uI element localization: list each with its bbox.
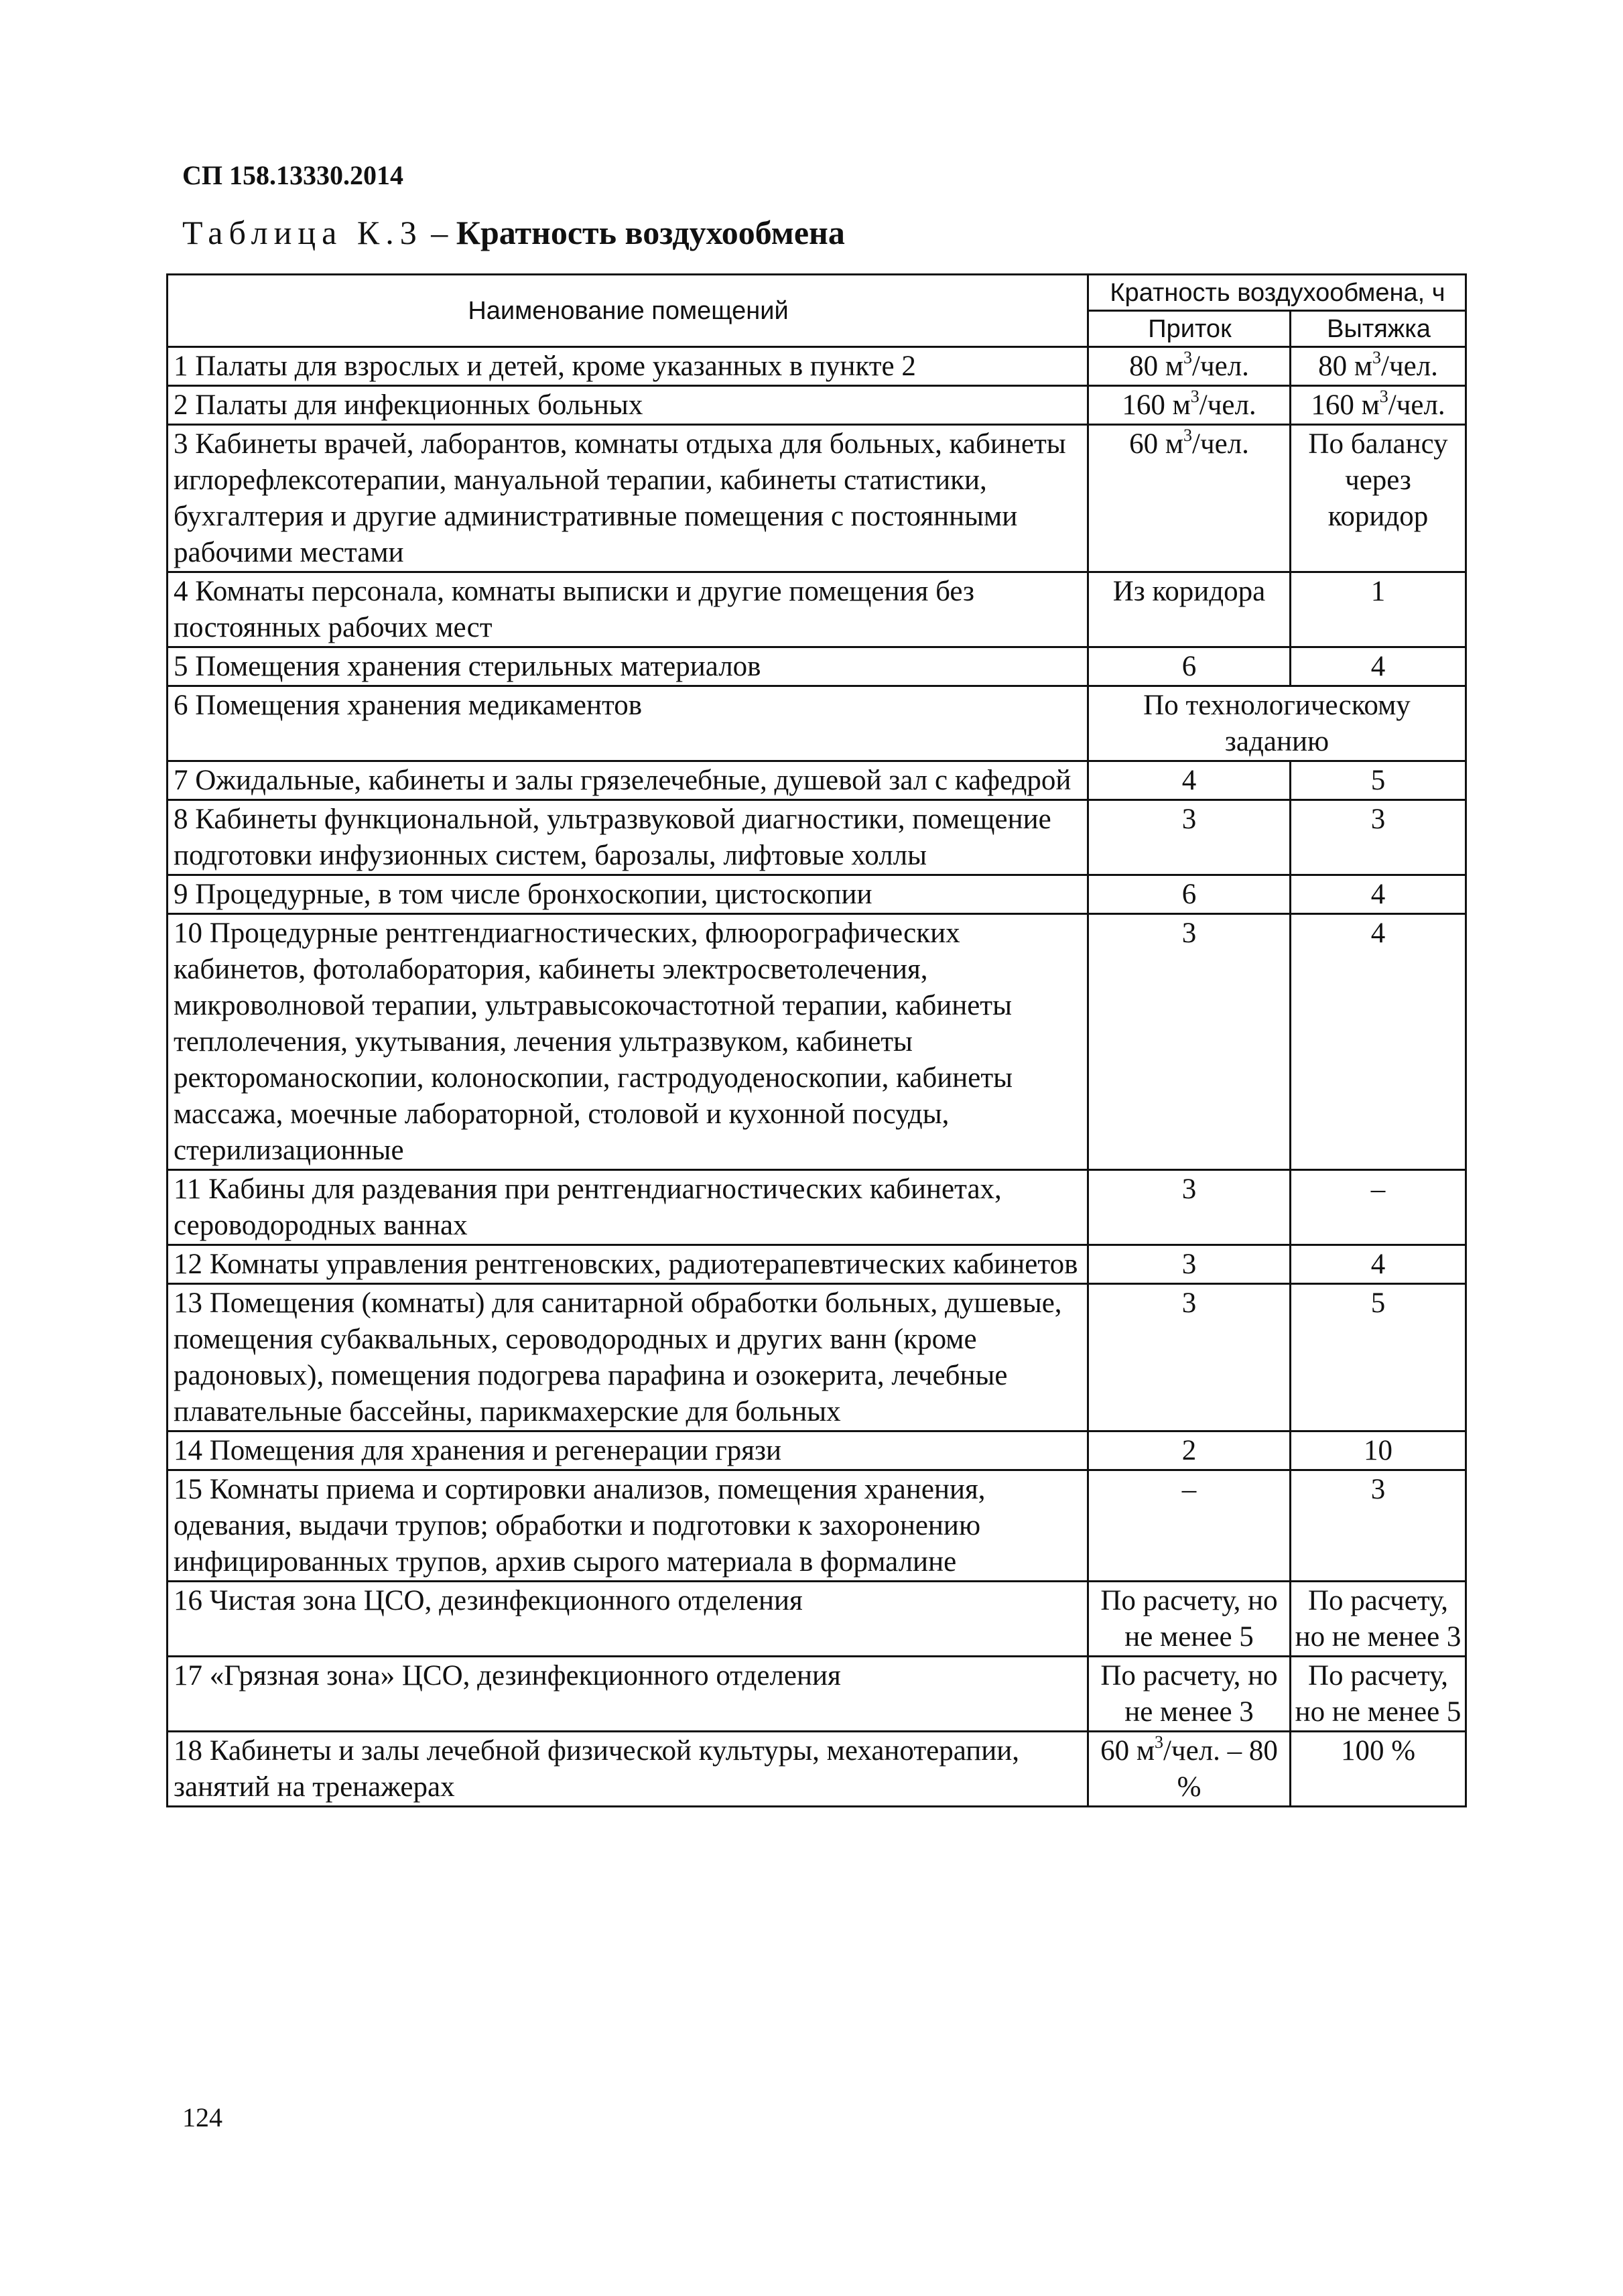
row-exhaust: По расчету, но не менее 3 <box>1291 1582 1466 1657</box>
row-supply <box>1088 347 1291 386</box>
row-name: 11 Кабины для раздевания при рентгендиагностических кабинетах, сероводородных ваннах <box>168 1170 1088 1245</box>
page-number: 124 <box>182 2102 222 2132</box>
row-supply: 3 <box>1088 914 1291 1170</box>
row-supply: – <box>1088 1470 1291 1582</box>
row-exhaust: 4 <box>1291 875 1466 914</box>
row-exhaust: По расчету, но не менее 5 <box>1291 1657 1466 1732</box>
unit-m: м <box>1165 350 1184 382</box>
row-supply: 4 <box>1088 761 1291 800</box>
table-title-prefix: Таблица К.3 <box>182 214 423 251</box>
table-title-name: Кратность воздухообмена <box>456 214 845 251</box>
table-row <box>168 386 1466 425</box>
header-exhaust: Вытяжка <box>1291 311 1466 347</box>
row-supply: 3 <box>1088 800 1291 875</box>
table-row <box>168 1582 1466 1657</box>
table-title <box>182 213 845 252</box>
row-supply: 3 <box>1088 1284 1291 1431</box>
header-supply: Приток <box>1088 311 1291 347</box>
row-name: 15 Комнаты приема и сортировки анализов, помещения хранения, одевания, выдачи трупов; обработки и подготовки к захоронению инфицированных трупов, архив сырого материала в формалине <box>168 1470 1088 1582</box>
row-name: 1 Палаты для взрослых и детей, кроме указанных в пункте 2 <box>168 347 1088 386</box>
row-supply: По расчету, но не менее 3 <box>1088 1657 1291 1732</box>
table-row <box>168 1732 1466 1807</box>
row-supply: По расчету, но не менее 5 <box>1088 1582 1291 1657</box>
unit-m: м <box>1165 428 1184 460</box>
row-name: 12 Комнаты управления рентгеновских, радиотерапевтических кабинетов <box>168 1245 1088 1284</box>
row-supply <box>1088 425 1291 572</box>
unit-m: м <box>1136 1735 1155 1767</box>
row-name: 9 Процедурные, в том числе бронхоскопии, цистоскопии <box>168 875 1088 914</box>
table-row <box>168 875 1466 914</box>
table-row <box>168 800 1466 875</box>
row-name: 16 Чистая зона ЦСО, дезинфекционного отделения <box>168 1582 1088 1657</box>
row-name: 3 Кабинеты врачей, лаборантов, комнаты отдыха для больных, кабинеты иглорефлексотерапии, мануальной терапии, кабинеты статистики, бухгалтерия и другие административные помещения с постоянными рабочими местами <box>168 425 1088 572</box>
row-supply <box>1088 386 1291 425</box>
document-code: СП 158.13330.2014 <box>182 160 403 190</box>
row-name: 17 «Грязная зона» ЦСО, дезинфекционного отделения <box>168 1657 1088 1732</box>
table-row <box>168 914 1466 1170</box>
row-exhaust: 4 <box>1291 647 1466 686</box>
row-name: 8 Кабинеты функциональной, ультразвуковой диагностики, помещение подготовки инфузионных систем, барозалы, лифтовые холлы <box>168 800 1088 875</box>
unit-m: м <box>1172 389 1191 421</box>
unit-cube: 3 <box>1372 348 1382 367</box>
unit-per-person: /чел. <box>1381 350 1438 382</box>
table-row <box>168 425 1466 572</box>
unit-per-person: /чел. <box>1192 350 1249 382</box>
table-row <box>168 761 1466 800</box>
unit-cube: 3 <box>1155 1732 1164 1752</box>
row-exhaust: 100 % <box>1291 1732 1466 1807</box>
table-title-separator: – <box>422 214 456 251</box>
unit-per-person: /чел. <box>1199 389 1256 421</box>
supply-value: 80 <box>1129 350 1159 382</box>
unit-cube: 3 <box>1379 387 1388 406</box>
table-row <box>168 347 1466 386</box>
table-row <box>168 1657 1466 1732</box>
row-name: 5 Помещения хранения стерильных материалов <box>168 647 1088 686</box>
unit-m: м <box>1354 350 1373 382</box>
table-header-row <box>168 275 1466 311</box>
row-exhaust: 10 <box>1291 1431 1466 1470</box>
unit-per-person: /чел. <box>1192 428 1249 460</box>
exhaust-value: 160 <box>1311 389 1354 421</box>
row-supply: 2 <box>1088 1431 1291 1470</box>
row-exhaust: 1 <box>1291 572 1466 647</box>
row-name: 2 Палаты для инфекционных больных <box>168 386 1088 425</box>
row-supply: Из коридора <box>1088 572 1291 647</box>
row-exhaust: 4 <box>1291 1245 1466 1284</box>
table-row <box>168 1170 1466 1245</box>
row-merged-value: По технологическому заданию <box>1088 686 1466 761</box>
row-supply: 6 <box>1088 875 1291 914</box>
air-exchange-table <box>166 273 1467 1807</box>
table-row <box>168 686 1466 761</box>
row-supply: 3 <box>1088 1170 1291 1245</box>
unit-cube: 3 <box>1183 426 1193 445</box>
row-supply: 3 <box>1088 1245 1291 1284</box>
row-exhaust: 4 <box>1291 914 1466 1170</box>
unit-per-person: /чел. <box>1388 389 1445 421</box>
supply-suffix: – 80 % <box>1177 1735 1278 1803</box>
row-exhaust: 3 <box>1291 800 1466 875</box>
exhaust-value: 80 <box>1318 350 1348 382</box>
table-row <box>168 1284 1466 1431</box>
row-exhaust: – <box>1291 1170 1466 1245</box>
unit-per-person: /чел. <box>1163 1735 1220 1767</box>
row-exhaust <box>1291 347 1466 386</box>
unit-cube: 3 <box>1190 387 1199 406</box>
supply-value: 160 <box>1122 389 1165 421</box>
supply-value: 60 <box>1129 428 1159 460</box>
row-name: 6 Помещения хранения медикаментов <box>168 686 1088 761</box>
table-row <box>168 1245 1466 1284</box>
row-supply <box>1088 1732 1291 1807</box>
row-supply: 6 <box>1088 647 1291 686</box>
table-row <box>168 1431 1466 1470</box>
row-exhaust <box>1291 386 1466 425</box>
unit-m: м <box>1361 389 1380 421</box>
unit-cube: 3 <box>1183 348 1193 367</box>
row-name: 7 Ожидальные, кабинеты и залы грязелечебные, душевой зал с кафедрой <box>168 761 1088 800</box>
row-name: 14 Помещения для хранения и регенерации грязи <box>168 1431 1088 1470</box>
supply-value: 60 <box>1100 1735 1130 1767</box>
row-exhaust: 5 <box>1291 761 1466 800</box>
table-row <box>168 572 1466 647</box>
row-exhaust: 5 <box>1291 1284 1466 1431</box>
row-name: 18 Кабинеты и залы лечебной физической культуры, механотерапии, занятий на тренажерах <box>168 1732 1088 1807</box>
row-name: 4 Комнаты персонала, комнаты выписки и другие помещения без постоянных рабочих мест <box>168 572 1088 647</box>
row-name: 10 Процедурные рентгендиагностических, флюорографических кабинетов, фотолаборатория, кабинеты электросветолечения, микроволновой терапии, ультравысокочастотной терапии, кабинеты теплолечения, укутывания, лечения ультразвуком, кабинеты ректороманоскопии, колоноскопии, гастродуоденоскопии, кабинеты массажа, моечные лабораторной, столовой и кухонной посуды, стерилизационные <box>168 914 1088 1170</box>
table-row <box>168 1470 1466 1582</box>
row-exhaust: По балансу через коридор <box>1291 425 1466 572</box>
header-air-exchange: Кратность воздухообмена, ч <box>1088 275 1466 311</box>
row-name: 13 Помещения (комнаты) для санитарной обработки больных, душевые, помещения субаквальных, сероводородных и других ванн (кроме радоновых), помещения подогрева парафина и озокерита, лечебные плавательные бассейны, парикмахерские для больных <box>168 1284 1088 1431</box>
table-row <box>168 647 1466 686</box>
header-room-name: Наименование помещений <box>168 275 1088 347</box>
row-exhaust: 3 <box>1291 1470 1466 1582</box>
